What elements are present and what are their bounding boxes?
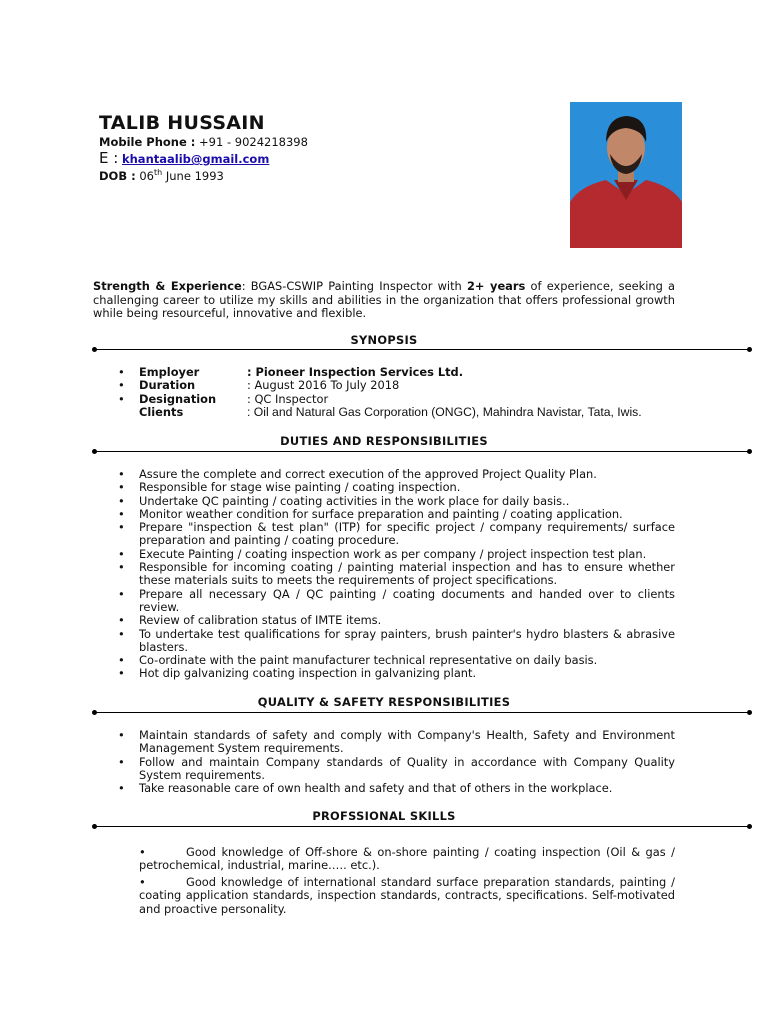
profile-photo [570, 102, 682, 248]
list-item: • Good knowledge of international standard surface preparation standards, painting / coating application standards, inspection standards, contracts, specifications. Self-motivated and proactive personality. [139, 874, 675, 916]
summary-text-b: of experience, seeking a challenging career to utilize my skills and abilities in the organization that offers professional growth while being resourceful, innovative and flexible. [93, 279, 676, 320]
list-item: • Undertake QC painting / coating activities in the work place for daily basis.. [118, 493, 570, 508]
list-item: • Prepare all necessary QA / QC painting / coating documents and handed over to clients review. [118, 586, 675, 614]
dob-suffix: th [154, 168, 163, 177]
mobile-label: Mobile Phone : [99, 135, 196, 149]
person-photo-icon [570, 102, 682, 248]
employer-label: Employer [139, 365, 200, 379]
list-item: • Co-ordinate with the paint manufacturer technical representative on daily basis. [118, 653, 598, 668]
bullet-icon: • [118, 378, 125, 393]
duration-value: : August 2016 To July 2018 [247, 378, 400, 393]
dob-label: DOB : [99, 168, 136, 183]
clients-label: Clients [139, 405, 184, 420]
duration-label: Duration [139, 378, 196, 393]
list-item: • To undertake test qualifications for spray painters, brush painter's hydro blasters & abrasive blasters. [118, 626, 675, 654]
section-divider [94, 712, 750, 713]
summary-text-a: : BGAS-CSWIP Painting Inspector with [241, 279, 467, 293]
list-item: • Hot dip galvanizing coating inspection in galvanizing plant. [118, 666, 477, 681]
summary-label: Strength & Experience [93, 279, 242, 293]
list-item: • Responsible for incoming coating / painting material inspection and has to ensure whether these materials suits to meets the requirements of project specifications. [118, 560, 675, 588]
bullet-icon: • [118, 365, 125, 379]
dob-line [99, 165, 224, 184]
summary-years: 2+ years [467, 279, 526, 293]
list-item: • Responsible for stage wise painting / coating inspection. [118, 480, 461, 495]
bullet-icon: • [118, 391, 125, 406]
employer-value: : Pioneer Inspection Services Ltd. [247, 365, 464, 379]
list-item: • Review of calibration status of IMTE items. [118, 613, 382, 628]
skills-list [139, 846, 675, 916]
email-link[interactable]: khantaalib@gmail.com [121, 152, 270, 166]
list-item: • Maintain standards of safety and comply with Company's Health, Safety and Environment Management System requirements. [118, 728, 675, 756]
dob-month-year: June 1993 [162, 168, 224, 183]
list-item: • Good knowledge of Off-shore & on-shore painting / coating inspection (Oil & gas / petrochemical, industrial, marine.…. etc.). [139, 845, 675, 873]
email-label: E : [99, 149, 119, 167]
quality-list [118, 729, 675, 795]
mobile-value: +91 - 9024218398 [195, 135, 308, 149]
mobile-line [99, 134, 308, 150]
duties-list [118, 468, 675, 681]
candidate-name: TALIB HUSSAIN [99, 112, 265, 134]
list-item: • Assure the complete and correct execution of the approved Project Quality Plan. [118, 467, 597, 481]
quality-heading: QUALITY & SAFETY RESPONSIBILITIES [257, 695, 511, 709]
designation-label: Designation [139, 391, 217, 406]
list-item: • Monitor weather condition for surface preparation and painting / coating application. [118, 506, 623, 521]
dob-day: 06 [135, 168, 154, 183]
section-divider [94, 349, 750, 350]
duties-heading: DUTIES AND RESPONSIBILITIES [280, 434, 488, 448]
skills-heading: PROFSSIONAL SKILLS [312, 809, 456, 823]
designation-value: : QC Inspector [247, 391, 329, 406]
list-item: • Take reasonable care of own health and safety and that of others in the workplace. [118, 781, 613, 796]
list-item: • Prepare "inspection & test plan" (ITP) for specific project / company requirements/ surface preparation and painting / coating procedure. [118, 520, 675, 548]
section-divider [94, 451, 750, 452]
list-item: • Follow and maintain Company standards of Quality in accordance with Company Quality System requirements. [118, 754, 675, 782]
synopsis-heading: SYNOPSIS [350, 333, 418, 347]
list-item: • Execute Painting / coating inspection work as per company / project inspection test plan. [118, 546, 647, 561]
clients-value: : Oil and Natural Gas Corporation (ONGC), Mahindra Navistar, Tata, Iwis. [247, 405, 642, 420]
summary-paragraph [93, 280, 675, 321]
section-divider [94, 826, 750, 827]
